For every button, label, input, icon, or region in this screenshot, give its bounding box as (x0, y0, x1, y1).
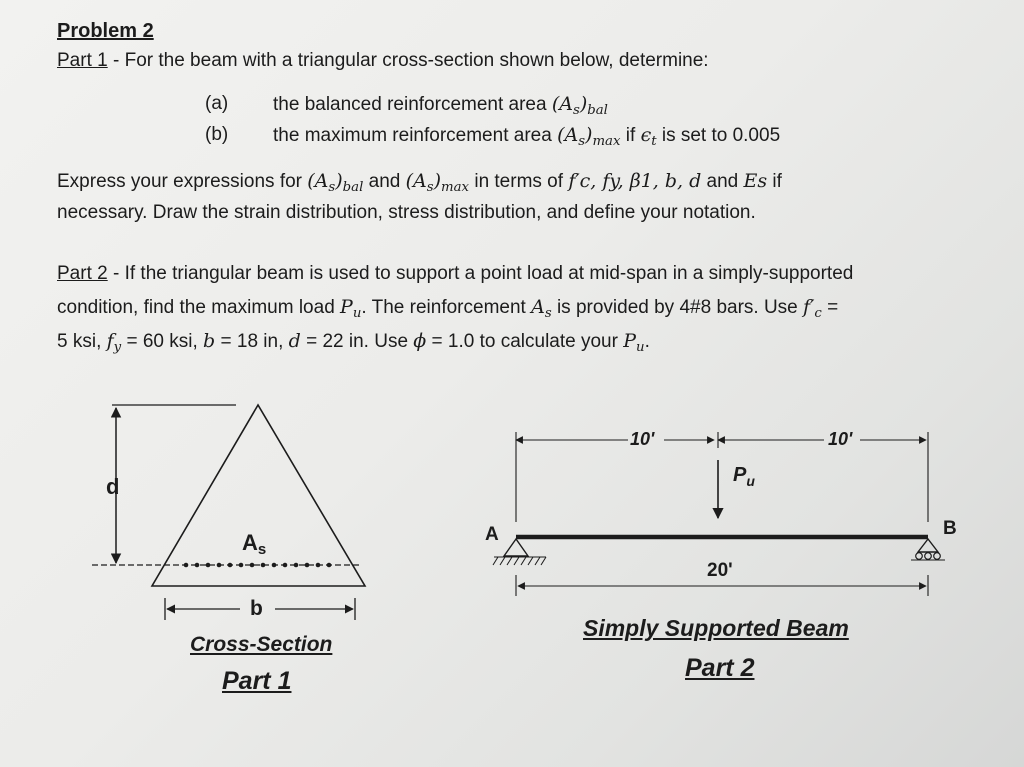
part1-item-b: (b) the maximum reinforcement area $(A_s)_{max}$ if $\epsilon_t$ is set to 0.005 (205, 124, 781, 149)
part2-line-2: condition, find the maximum load $P_u$. The reinforcement $A_s$ is provided by 4#8 bars. Use $f'_c$ = (57, 296, 839, 321)
roller-wheel-3 (934, 553, 941, 560)
part1-figure-label: Part 1 (222, 667, 292, 695)
express-es: Es (743, 170, 768, 192)
b-label: b (250, 597, 263, 620)
support-b-label: B (943, 518, 957, 539)
item-a-marker: (a) (205, 93, 229, 114)
item-b-marker: (b) (205, 124, 229, 145)
part1-intro-text: - For the beam with a triangular cross-section shown below, determine: (107, 50, 709, 71)
ground-hatch-a (493, 557, 546, 565)
as-label: As (242, 530, 267, 558)
d-label: d (106, 474, 120, 499)
part1-label: Part 1 (57, 50, 108, 71)
triangle-section (152, 405, 365, 586)
express-line-2: necessary. Draw the strain distribution, stress distribution, and define your notation. (57, 202, 756, 223)
cross-section-diagram (92, 405, 365, 620)
roller-wheel-1 (916, 553, 923, 560)
express-vars: f′c, fy, β1, b, d (568, 170, 702, 192)
part2-line-3: 5 ksi, $f_y = 60$ ksi, b = 18 in, d = 22 in. Use ϕ = 1.0 to calculate your $P_u$. (57, 330, 650, 355)
cross-section-caption: Cross-Section (190, 633, 333, 656)
beam-caption: Simply Supported Beam (583, 615, 849, 641)
right-span-label: 10' (828, 429, 853, 449)
part2-line-1: Part 2 - If the triangular beam is used to support a point load at mid-span in a simply-supported (57, 263, 854, 284)
item-a-text: the balanced reinforcement area (273, 94, 552, 115)
pin-support-a (504, 539, 528, 556)
support-a-label: A (485, 524, 499, 545)
left-span-label: 10' (630, 429, 655, 449)
load-label: $P_u$ (733, 464, 755, 489)
part1-item-a: (a) the balanced reinforcement area $(A_s)_{bal}$ (205, 93, 608, 118)
problem-title: Problem 2 (57, 20, 154, 42)
express-line-1: Express your expressions for $(A_s)_{bal}$ and $(A_s)_{max}$ in terms of f′c, fy, β1, b, d and Es if (57, 170, 782, 195)
part2-figure-label: Part 2 (685, 654, 755, 682)
roller-support-b (918, 539, 938, 552)
item-b-text: the maximum reinforcement area (273, 125, 558, 146)
part2-label: Part 2 (57, 263, 108, 284)
roller-wheel-2 (925, 553, 932, 560)
total-span-label: 20' (707, 560, 733, 581)
